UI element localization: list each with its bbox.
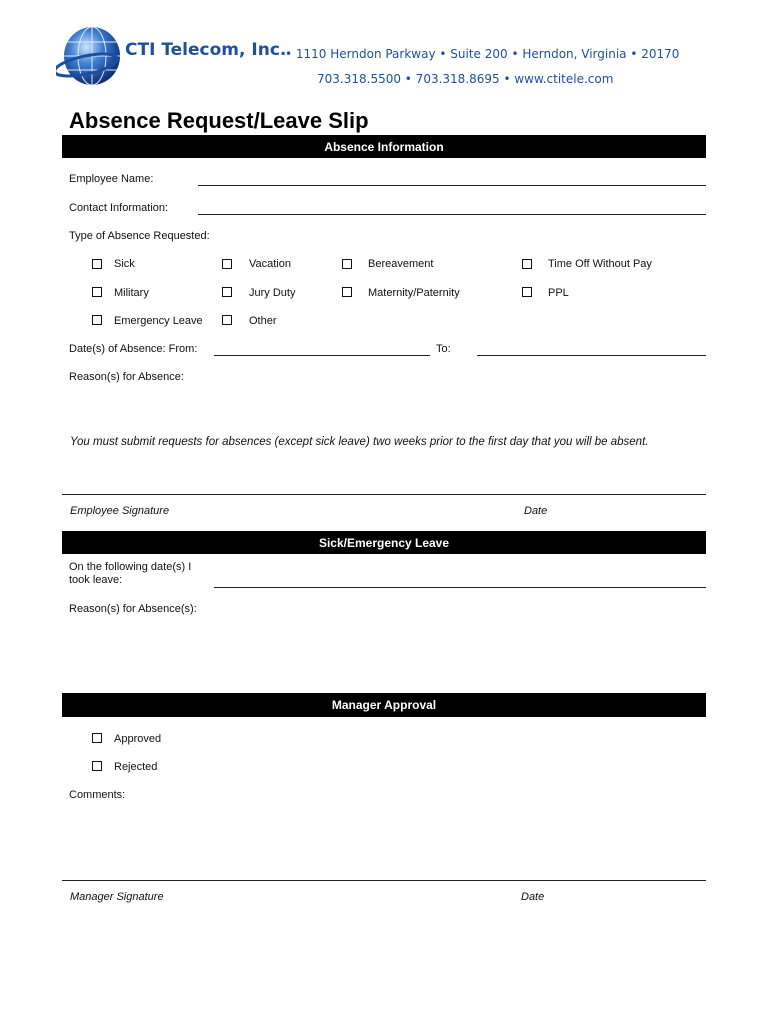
company-name: CTI Telecom, Inc. [125,40,287,60]
employee-signature-line[interactable] [62,494,706,495]
section-header-manager-approval: Manager Approval [62,693,706,717]
address-line-1: • 1110 Herndon Parkway • Suite 200 • Herndon, Virginia • 20170 [285,47,680,61]
reasons-label: Reason(s) for Absence: [69,371,184,383]
checkbox-approved[interactable] [92,733,102,743]
manager-signature-line[interactable] [62,880,706,881]
checkbox-vacation[interactable] [222,259,232,269]
employee-name-label: Employee Name: [69,173,154,185]
checkbox-maternity-paternity[interactable] [342,287,352,297]
sick-reasons-field[interactable] [69,618,706,688]
comments-field[interactable] [69,804,706,874]
checkbox-label-bereavement: Bereavement [368,258,434,270]
dates-to-label: To: [436,343,451,355]
checkbox-sick[interactable] [92,259,102,269]
checkbox-other[interactable] [222,315,232,325]
two-week-notice: You must submit requests for absences (except sick leave) two weeks prior to the first day that you will be absent. [70,436,649,448]
checkbox-label-jury-duty: Jury Duty [249,287,296,299]
employee-date-label: Date [524,505,548,517]
checkbox-label-approved: Approved [114,733,162,745]
sick-reasons-label: Reason(s) for Absence(s): [69,603,197,615]
checkbox-label-other: Other [249,315,277,327]
globe-icon [56,25,126,87]
checkbox-label-emergency-leave: Emergency Leave [114,315,203,327]
manager-date-label: Date [521,891,545,903]
checkbox-military[interactable] [92,287,102,297]
checkbox-jury-duty[interactable] [222,287,232,297]
checkbox-label-rejected: Rejected [114,761,158,773]
contact-info-field[interactable] [198,214,706,215]
checkbox-time-off-without-pay[interactable] [522,259,532,269]
absence-type-label: Type of Absence Requested: [69,230,210,242]
checkbox-rejected[interactable] [92,761,102,771]
address-line-2: 703.318.5500 • 703.318.8695 • www.ctitele.com [317,72,614,86]
comments-label: Comments: [69,789,126,801]
checkbox-emergency-leave[interactable] [92,315,102,325]
sick-dates-label: On the following date(s) I took leave: [69,561,192,586]
checkbox-ppl[interactable] [522,287,532,297]
checkbox-label-ppl: PPL [548,287,569,299]
employee-name-field[interactable] [198,185,706,186]
section-header-sick-leave: Sick/Emergency Leave [62,531,706,554]
contact-info-label: Contact Information: [69,202,169,214]
checkbox-label-maternity-paternity: Maternity/Paternity [368,287,460,299]
checkbox-label-vacation: Vacation [249,258,291,270]
checkbox-label-time-off-without-pay: Time Off Without Pay [548,258,652,270]
date-to-field[interactable] [477,355,706,356]
checkbox-label-military: Military [114,287,149,299]
checkbox-label-sick: Sick [114,258,135,270]
date-from-field[interactable] [214,355,430,356]
manager-signature-label: Manager Signature [70,891,164,903]
dates-from-label: Date(s) of Absence: From: [69,343,198,355]
checkbox-bereavement[interactable] [342,259,352,269]
section-header-absence-info: Absence Information [62,135,706,158]
reasons-field[interactable] [69,386,706,426]
sick-dates-field[interactable] [214,587,706,588]
employee-signature-label: Employee Signature [70,505,170,517]
form-title: Absence Request/Leave Slip [69,108,369,133]
